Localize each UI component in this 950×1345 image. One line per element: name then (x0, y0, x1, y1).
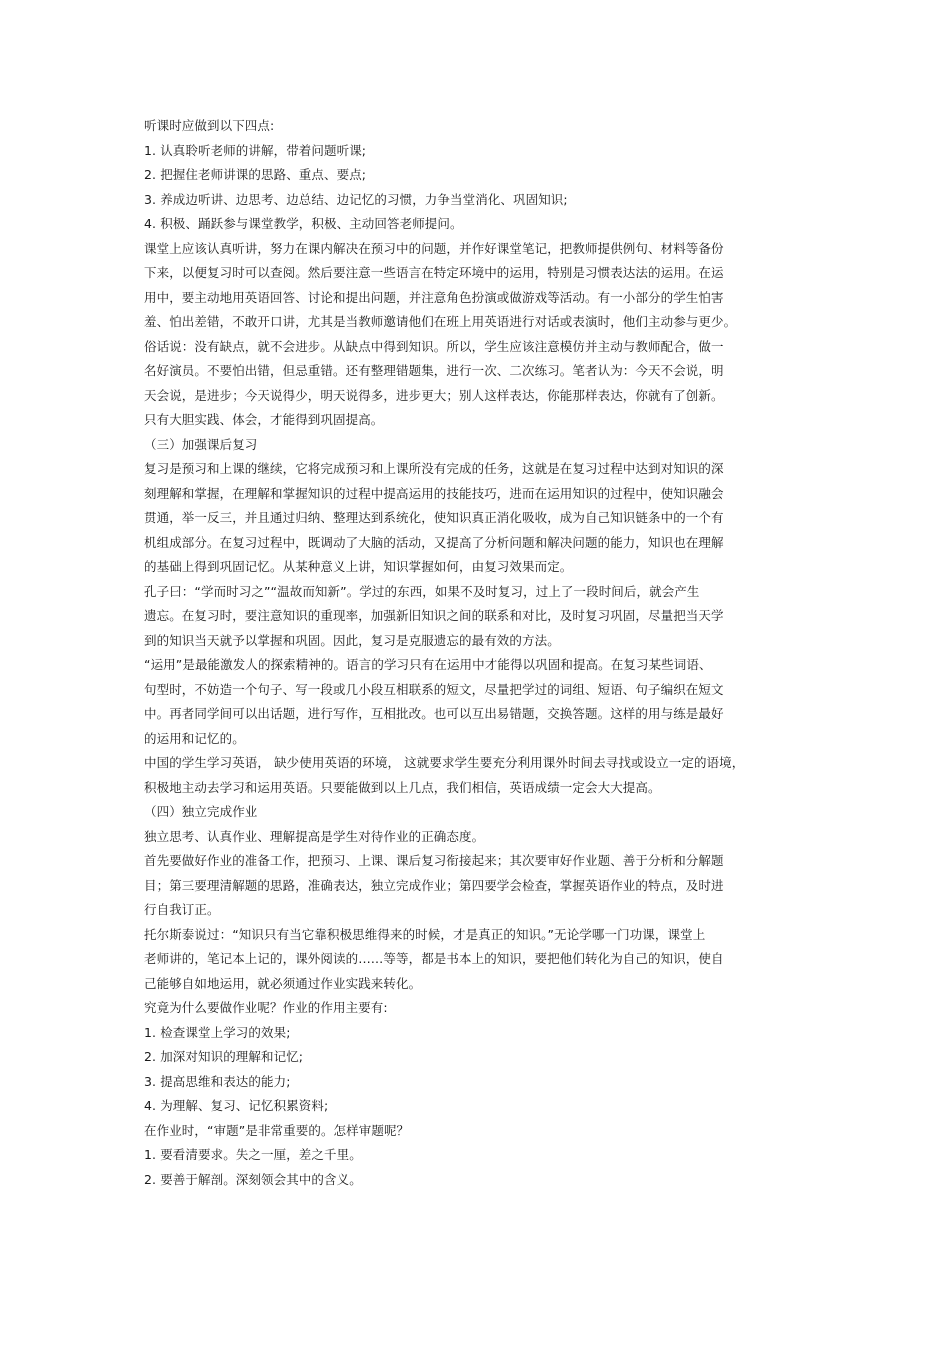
text-line: 首先要做好作业的准备工作，把预习、上课、课后复习衔接起来；其次要审好作业题、善于分析和分解题 (144, 853, 724, 868)
document-body (144, 114, 784, 1192)
list-item: 3. 提高思维和表达的能力; (144, 1073, 291, 1089)
text-line: 下来，以便复习时可以查阅。然后要注意一些语言在特定环境中的运用，特别是习惯表达法的运用。在运 (144, 265, 724, 280)
text-line: 的运用和记忆的。 (144, 730, 245, 746)
text-line: 俗话说：没有缺点，就不会进步。从缺点中得到知识。所以，学生应该注意模仿并主动与教师配合，做一 (144, 338, 724, 354)
text-line: 复习是预习和上课的继续，它将完成预习和上课所没有完成的任务，这就是在复习过程中达到对知识的深 (144, 461, 724, 476)
text-line: 积极地主动去学习和运用英语。只要能做到以上几点，我们相信，英语成绩一定会大大提高。 (144, 779, 661, 795)
text-line: 遗忘。在复习时，要注意知识的重现率，加强新旧知识之间的联系和对比，及时复习巩固，尽量把当天学 (144, 608, 724, 623)
section-heading: （四）独立完成作业 (144, 804, 258, 819)
text-line: 行自我订正。 (144, 902, 220, 917)
list-item: 2. 要善于解剖。深刻领会其中的含义。 (144, 1171, 362, 1187)
text-line: 究竟为什么要做作业呢？作业的作用主要有: (144, 1000, 388, 1015)
text-line: 中国的学生学习英语， 缺少使用英语的环境， 这就要求学生要充分利用课外时间去寻找或设立一定的语境， (144, 755, 745, 770)
list-item: 4. 为理解、复习、记忆积累资料; (144, 1098, 329, 1113)
text-line: 孔子曰：“学而时习之”“温故而知新”。学过的东西，如果不及时复习，过上了一段时间后，就会产生 (144, 583, 700, 599)
text-line: 中。再者同学间可以出话题，进行写作，互相批改。也可以互出易错题，交换答题。这样的用与练是最好 (144, 706, 724, 721)
text-line: 独立思考、认真作业、理解提高是学生对待作业的正确态度。 (144, 828, 485, 844)
text-line: 的基础上得到巩固记忆。从某种意义上讲，知识掌握如何，由复习效果而定。 (144, 559, 573, 574)
text-line: 羞、怕出差错，不敢开口讲，尤其是当教师邀请他们在班上用英语进行对话或表演时，他们主动参与更少。 (144, 314, 737, 329)
text-line: 句型时，不妨造一个句子、写一段或几小段互相联系的短文，尽量把学过的词组、短语、句子编织在短文 (144, 681, 724, 697)
list-item: 1. 认真聆听老师的讲解，带着问题听课; (144, 142, 367, 158)
list-item: 1. 要看清要求。失之一厘，差之千里。 (144, 1147, 362, 1162)
text-line: 只有大胆实践、体会，才能得到巩固提高。 (144, 412, 384, 427)
text-line: “运用”是最能激发人的探索精神的。语言的学习只有在运用中才能得以巩固和提高。在复习某些词语、 (144, 657, 712, 672)
text-line: 老师讲的，笔记本上记的，课外阅读的……等等，都是书本上的知识，要把他们转化为自己的知识，使自 (144, 951, 724, 966)
text-line: 名好演员。不要怕出错，但忌重错。还有整理错题集，进行一次、二次练习。笔者认为：今天不会说，明 (144, 363, 724, 378)
section-heading: （三）加强课后复习 (144, 436, 258, 452)
text-line: 机组成部分。在复习过程中，既调动了大脑的活动，又提高了分析问题和解决问题的能力，知识也在理解 (144, 534, 724, 550)
list-item: 2. 把握住老师讲课的思路、重点、要点; (144, 167, 367, 182)
text-line: 用中，要主动地用英语回答、讨论和提出问题，并注意角色扮演或做游戏等活动。有一小部分的学生怕害 (144, 289, 724, 305)
list-item: 3. 养成边听讲、边思考、边总结、边记忆的习惯，力争当堂消化、巩固知识; (144, 191, 568, 207)
text-line: 到的知识当天就予以掌握和巩固。因此，复习是克服遗忘的最有效的方法。 (144, 632, 560, 648)
text-line: 在作业时，“审题”是非常重要的。怎样审题呢？ (144, 1122, 410, 1138)
text-line: 课堂上应该认真听讲，努力在课内解决在预习中的问题，并作好课堂笔记，把教师提供例句、材料等备份 (144, 240, 724, 256)
text-line: 刻理解和掌握，在理解和掌握知识的过程中提高运用的技能技巧，进而在运用知识的过程中，使知识融会 (144, 485, 724, 501)
text-line: 己能够自如地运用，就必须通过作业实践来转化。 (144, 975, 422, 991)
list-item: 4. 积极、踊跃参与课堂教学，积极、主动回答老师提问。 (144, 216, 463, 231)
list-item: 2. 加深对知识的理解和记忆; (144, 1049, 304, 1064)
text-line: 贯通，举一反三，并且通过归纳、整理达到系统化，使知识真正消化吸收，成为自己知识链条中的一个有 (144, 510, 724, 525)
text-line: 目；第三要理清解题的思路，准确表达，独立完成作业；第四要学会检查，掌握英语作业的特点，及时进 (144, 877, 724, 893)
list-item: 1. 检查课堂上学习的效果; (144, 1024, 291, 1040)
text-line: 托尔斯泰说过：“知识只有当它靠积极思维得来的时候，才是真正的知识。”无论学哪一门功课，课堂上 (144, 926, 706, 942)
text-line: 天会说，是进步；今天说得少，明天说得多，进步更大；别人这样表达，你能那样表达，你就有了创新。 (144, 387, 724, 403)
text-line: 听课时应做到以下四点: (144, 118, 275, 133)
